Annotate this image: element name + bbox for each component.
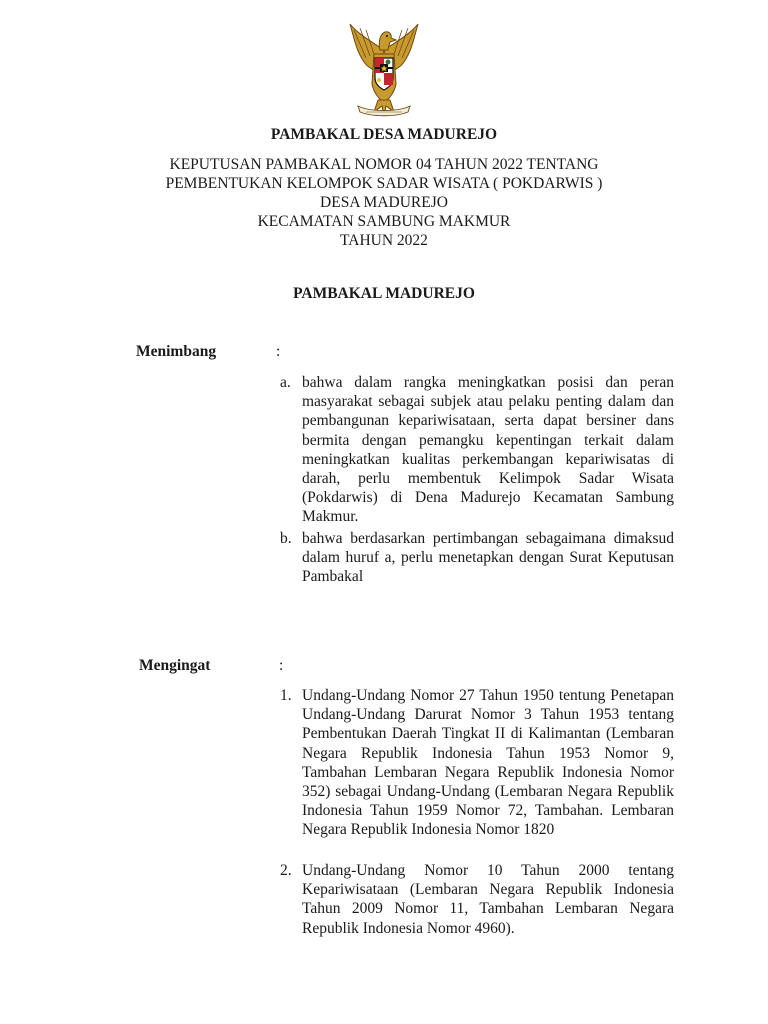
decree-title xyxy=(0,155,768,250)
decree-title-line: PEMBENTUKAN KELOMPOK SADAR WISATA ( POKDARWIS ) xyxy=(165,175,603,192)
official-title: PAMBAKAL MADUREJO xyxy=(293,285,475,302)
list-item xyxy=(280,373,674,527)
list-item xyxy=(280,686,674,840)
decree-title-line: TAHUN 2022 xyxy=(340,232,428,249)
list-item-text: bahwa berdasarkan pertimbangan sebagaimana dimaksud dalam huruf a, perlu menetapkan dengan Surat Keputusan Pambakal xyxy=(302,530,674,586)
list-marker: b. xyxy=(280,530,292,547)
mengingat-colon: : xyxy=(279,657,284,674)
list-marker: 2. xyxy=(280,862,292,879)
list-item-text: bahwa dalam rangka meningkatkan posisi dan peran masyarakat sebagai subjek atau pelaku penting dalam dan pembangunan kepariwisataan, serta dapat bersiner dans bermita dengan pemangku kepentingan terkait dalam meningkatkan kualitas perkembangan kepariwisatas di darah, perlu membentuk Kelimpok Sadar Wisata (Pokdarwis) di Dena Madurejo Kecamatan Sambung Makmur. xyxy=(302,374,674,526)
list-item-text: Undang-Undang Nomor 10 Tahun 2000 tentang Kepariwisataan (Lembaran Negara Republik Indonesia Tahun 2009 Nomor 11, Tambahan Lembaran Negara Republik Indonesia Nomor 4960). xyxy=(302,862,674,937)
decree-title-line: KEPUTUSAN PAMBAKAL NOMOR 04 TAHUN 2022 TENTANG xyxy=(169,156,599,173)
list-item-text: Undang-Undang Nomor 27 Tahun 1950 tentung Penetapan Undang-Undang Darurat Nomor 3 Tahun 1953 tentang Pembentukan Daerah Tingkat II di Kalimantan (Lembaran Negara Republik Indonesia Tahun 1953 Nomor 9, Tambahan Lembaran Negara Republik Indonesia Nomor 352) sebagai Undang-Undang (Lembaran Negara Republik Indonesia Tahun 1959 Nomor 72, Tambahan. Lembaran Negara Republik Indonesia Nomor 1820 xyxy=(302,687,674,839)
list-marker: 1. xyxy=(280,687,292,704)
list-marker: a. xyxy=(280,374,291,391)
decree-title-line: DESA MADUREJO xyxy=(320,194,448,211)
menimbang-label: Menimbang xyxy=(136,343,217,360)
decree-title-line: KECAMATAN SAMBUNG MAKMUR xyxy=(257,213,511,230)
menimbang-colon: : xyxy=(276,343,281,360)
authority-title: PAMBAKAL DESA MADUREJO xyxy=(270,126,498,143)
mengingat-label: Mengingat xyxy=(139,657,211,674)
list-item xyxy=(280,529,674,587)
garuda-pancasila-emblem xyxy=(344,20,424,120)
list-item xyxy=(280,861,674,938)
